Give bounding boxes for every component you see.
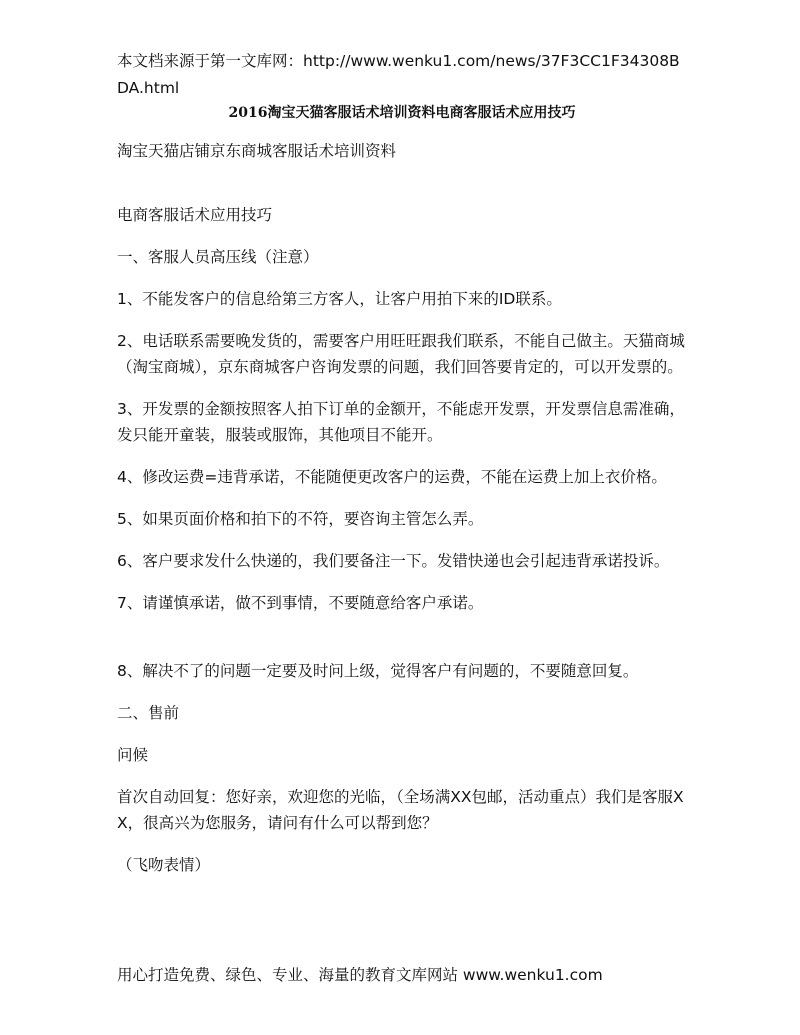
section-heading: 一、客服人员高压线（注意） bbox=[117, 248, 319, 266]
rule-item: 8、解决不了的问题一定要及时问上级，觉得客户有问题的，不要随意回复。 bbox=[117, 662, 639, 680]
source-line: 本文档来源于第一文库网：http://www.wenku1.com/news/37F3CC1F34308BDA.html bbox=[117, 52, 680, 97]
emoji-note: （飞吻表情） bbox=[117, 856, 211, 874]
rule-item: 3、开发票的金额按照客人拍下订单的金额开，不能虑开发票，开发票信息需准确，发只能开童装，服装或服饰，其他项目不能开。 bbox=[117, 400, 685, 444]
section-heading: 电商客服话术应用技巧 bbox=[117, 206, 273, 224]
rule-item: 1、不能发客户的信息给第三方客人，让客户用拍下来的ID联系。 bbox=[117, 290, 562, 308]
rule-item: 7、请谨慎承诺，做不到事情，不要随意给客户承诺。 bbox=[117, 594, 484, 612]
document-page bbox=[117, 48, 687, 878]
subsection-heading: 问候 bbox=[117, 746, 149, 764]
document-title: 2016淘宝天猫客服话术培训资料电商客服话术应用技巧 bbox=[228, 105, 576, 121]
section-heading: 二、售前 bbox=[117, 704, 180, 722]
subtitle-line: 淘宝天猫店铺京东商城客服话术培训资料 bbox=[117, 142, 397, 160]
rule-item: 4、修改运费=违背承诺，不能随便更改客户的运费，不能在运费上加上衣价格。 bbox=[117, 468, 667, 486]
page-footer: 用心打造免费、绿色、专业、海量的教育文库网站 www.wenku1.com bbox=[117, 966, 603, 984]
rule-item: 5、如果页面价格和拍下的不符，要咨询主管怎么弄。 bbox=[117, 510, 484, 528]
rule-item: 2、电话联系需要晚发货的，需要客户用旺旺跟我们联系，不能自己做主。天猫商城（淘宝商城），京东商城客户咨询发票的问题，我们回答要肯定的，可以开发票的。 bbox=[117, 332, 685, 376]
auto-reply-text: 首次自动回复：您好亲，欢迎您的光临，（全场满XX包邮，活动重点）我们是客服XX，很高兴为您服务，请问有什么可以帮到您？ bbox=[117, 788, 684, 832]
rule-item: 6、客户要求发什么快递的，我们要备注一下。发错快递也会引起违背承诺投诉。 bbox=[117, 552, 670, 570]
